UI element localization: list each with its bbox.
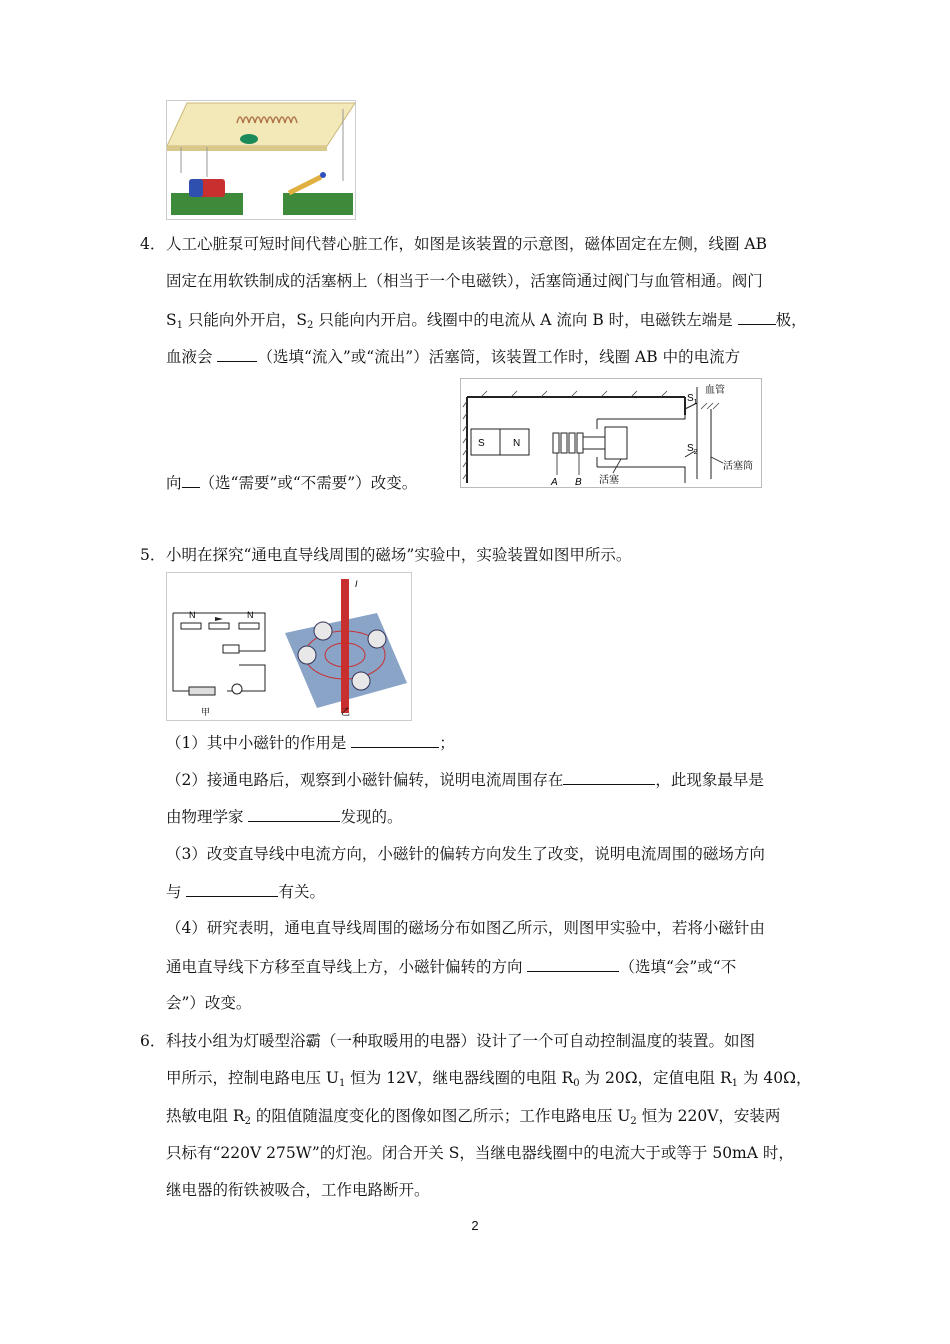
question-5-number: 5． xyxy=(140,546,166,564)
q4-change-blank[interactable] xyxy=(182,470,200,488)
q6-line-5: 继电器的衔铁被吸合，工作电路断开。 xyxy=(166,1181,430,1199)
needle-n-label-2: N xyxy=(247,610,254,620)
q5-p2-cont: 由物理学家 发现的。 xyxy=(166,804,402,829)
question-6-number: 6． xyxy=(140,1032,166,1050)
q4-flow-blank[interactable] xyxy=(217,344,257,362)
magnet-s-label: S xyxy=(478,438,485,449)
page-number: 2 xyxy=(471,1218,479,1233)
q4-line-1: 人工心脏泵可短时间代替心脏工作，如图是该装置的示意图，磁体固定在左侧，线圈 AB xyxy=(166,235,768,253)
q4-line-5: 向 （选“需要”或“不需要”）改变。 xyxy=(166,470,417,495)
piston-label: 活塞 xyxy=(599,475,619,486)
q5-p4-cont: 通电直导线下方移至直导线上方，小磁针偏转的方向 （选填“会”或“不 xyxy=(166,954,736,979)
heart-pump-diagram xyxy=(460,378,762,488)
valve-s1-label: $S_1$ xyxy=(687,393,698,406)
q5-p4-end: 会”）改变。 xyxy=(166,994,252,1012)
q5-direction-blank[interactable] xyxy=(186,879,278,897)
needle-n-label-1: N xyxy=(189,610,196,620)
fig-jia-label: 甲 xyxy=(201,707,211,717)
coil-b-label: B xyxy=(575,477,582,487)
valve-s2-label: $S_2$ xyxy=(687,443,698,456)
board-illustration xyxy=(167,101,355,219)
magnet-n-label: N xyxy=(513,438,521,449)
current-i-label: I xyxy=(355,579,358,589)
cylinder-label: 活塞筒 xyxy=(723,461,753,472)
q4-line-3: $S_1$ 只能向外开启，$S_2$ 只能向内开启。线圈中的电流从 A 流向 B 时，电磁铁左端是 极， xyxy=(166,307,807,338)
q5-physicist-blank[interactable] xyxy=(248,804,340,822)
coil-a-label: A xyxy=(551,477,558,487)
q6-line-1: 科技小组为灯暖型浴霸（一种取暖用的电器）设计了一个可自动控制温度的装置。如图 xyxy=(166,1032,756,1050)
q4-line-2: 固定在用软铁制成的活塞柄上（相当于一个电磁铁），活塞筒通过阀门与血管相通。阀门 xyxy=(166,272,763,290)
q5-p4: （4）研究表明，通电直导线周围的磁场分布如图乙所示，则图甲实验中，若将小磁针由 xyxy=(166,919,765,937)
q4-pole-blank[interactable] xyxy=(738,307,776,325)
fig-yi-label: 乙 xyxy=(341,707,351,717)
question-4-number: 4． xyxy=(140,235,166,253)
q5-needle-role-blank[interactable] xyxy=(351,730,439,748)
q5-p3: （3）改变直导线中电流方向，小磁针的偏转方向发生了改变，说明电流周围的磁场方向 xyxy=(166,845,765,863)
q6-line-3: 热敏电阻 $R_2$ 的阻值随温度变化的图像如图乙所示；工作电路电压 $U_2$ 恒为 220V，安装两 xyxy=(166,1107,781,1127)
q6-line-4: 只标有“220V 275W”的灯泡。闭合开关 S，当继电器线圈中的电流大于或等于 50mA 时， xyxy=(166,1144,794,1162)
q5-p1: （1）其中小磁针的作用是 ； xyxy=(166,730,455,755)
q5-p2: （2）接通电路后，观察到小磁针偏转，说明电流周围存在 ，此现象最早是 xyxy=(166,767,764,792)
q5-intro: 小明在探究“通电直导线周围的磁场”实验中，实验装置如图甲所示。 xyxy=(166,546,632,564)
q4-line-4: 血液会 （选填“流入”或“流出”）活塞筒，该装置工作时，线圈 AB 中的电流方 xyxy=(166,344,740,369)
electromagnet-board-figure xyxy=(166,100,356,220)
q6-line-2: 甲所示，控制电路电压 $U_1$ 恒为 12V，继电器线圈的电阻 $R_0$ 为 20Ω，定值电阻 $R_1$ 为 40Ω， xyxy=(166,1069,812,1089)
vessel-label: 血管 xyxy=(705,385,725,396)
q5-deflection-blank[interactable] xyxy=(527,954,619,972)
oersted-experiment-figure xyxy=(166,572,412,721)
q5-field-blank[interactable] xyxy=(563,767,655,785)
q5-p3-cont: 与 有关。 xyxy=(166,879,325,904)
